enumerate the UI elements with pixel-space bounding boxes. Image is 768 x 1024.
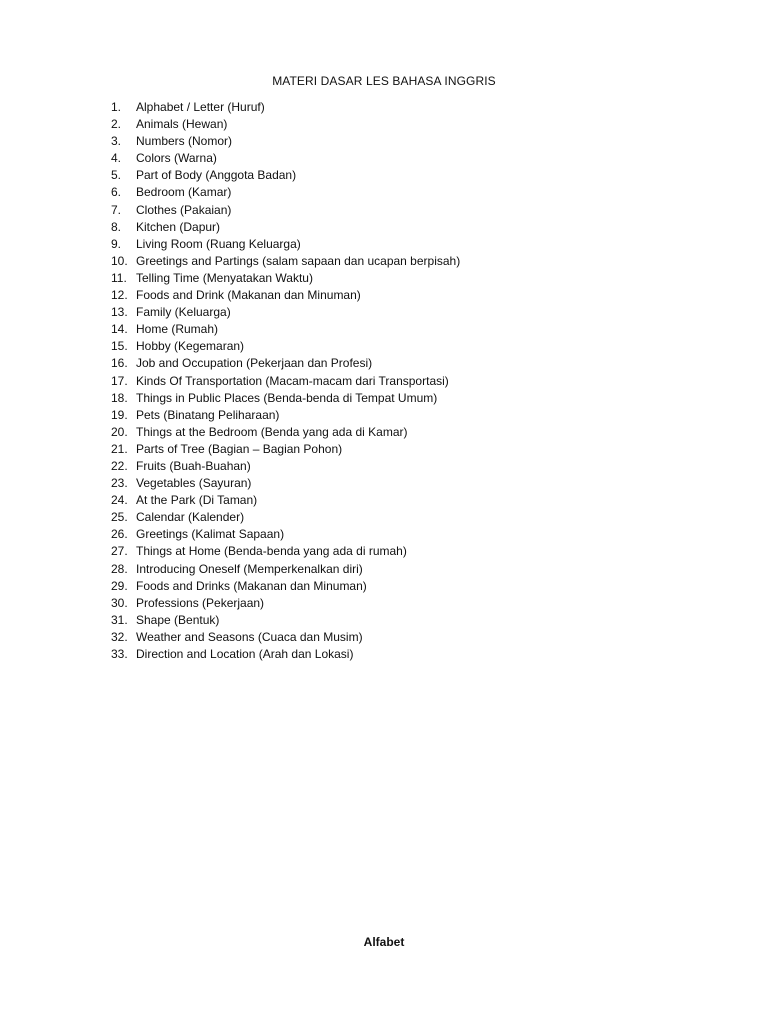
list-item-text: Kitchen (Dapur) xyxy=(136,219,221,234)
list-item xyxy=(111,390,460,407)
list-item-text: Numbers (Nomor) xyxy=(136,134,233,149)
list-item-number: 7. xyxy=(111,202,122,217)
list-item-number: 8. xyxy=(111,219,122,234)
list-item-number: 19. xyxy=(111,407,128,422)
list-item-number: 14. xyxy=(111,322,128,337)
list-item-number: 15. xyxy=(111,339,128,354)
list-item xyxy=(111,407,460,424)
list-item-text: Things at the Bedroom (Benda yang ada di Kamar) xyxy=(136,424,408,439)
list-item xyxy=(111,321,460,338)
list-item-text: Clothes (Pakaian) xyxy=(136,202,232,217)
list-item xyxy=(111,526,460,543)
list-item xyxy=(111,184,460,201)
list-item xyxy=(111,355,460,372)
list-item-number: 2. xyxy=(111,117,122,132)
list-item-text: Weather and Seasons (Cuaca dan Musim) xyxy=(136,629,363,644)
list-item xyxy=(111,219,460,236)
list-item-text: Introducing Oneself (Memperkenalkan diri) xyxy=(136,561,363,576)
list-item xyxy=(111,99,460,116)
list-item-number: 25. xyxy=(111,510,128,525)
list-item-number: 29. xyxy=(111,578,128,593)
list-item-number: 1. xyxy=(111,100,122,114)
list-item xyxy=(111,253,460,270)
list-item xyxy=(111,612,460,629)
list-item-text: Telling Time (Menyatakan Waktu) xyxy=(136,270,313,285)
list-item-number: 10. xyxy=(111,253,128,268)
list-item-text: Things in Public Places (Benda-benda di Tempat Umum) xyxy=(136,390,438,405)
list-item-number: 5. xyxy=(111,168,122,183)
list-item-number: 9. xyxy=(111,236,122,251)
list-item-text: Professions (Pekerjaan) xyxy=(136,595,265,610)
list-item-number: 24. xyxy=(111,493,128,508)
list-item-number: 23. xyxy=(111,476,128,491)
page-title: MATERI DASAR LES BAHASA INGGRIS xyxy=(272,74,496,88)
list-item xyxy=(111,236,460,253)
list-item xyxy=(111,150,460,167)
list-item-text: Part of Body (Anggota Badan) xyxy=(136,168,297,183)
list-item-number: 18. xyxy=(111,390,128,405)
list-item-text: Greetings and Partings (salam sapaan dan ucapan berpisah) xyxy=(136,253,461,268)
list-item-text: Alphabet / Letter (Huruf) xyxy=(136,100,265,114)
topic-list xyxy=(111,99,460,663)
list-item-text: Living Room (Ruang Keluarga) xyxy=(136,236,301,251)
list-item-text: Calendar (Kalender) xyxy=(136,510,245,525)
list-item-number: 13. xyxy=(111,305,128,320)
list-item-text: Fruits (Buah-Buahan) xyxy=(136,458,251,473)
list-item xyxy=(111,543,460,560)
list-item-number: 32. xyxy=(111,629,128,644)
list-item-number: 21. xyxy=(111,441,128,456)
list-item xyxy=(111,492,460,509)
list-item-text: Kinds Of Transportation (Macam-macam dari Transportasi) xyxy=(136,373,449,388)
list-item-number: 3. xyxy=(111,134,122,149)
list-item-text: Shape (Bentuk) xyxy=(136,612,220,627)
list-item-number: 22. xyxy=(111,458,128,473)
list-item-number: 31. xyxy=(111,612,128,627)
list-item-text: Family (Keluarga) xyxy=(136,305,231,320)
list-item-number: 6. xyxy=(111,185,122,200)
list-item xyxy=(111,561,460,578)
list-item xyxy=(111,509,460,526)
list-item xyxy=(111,475,460,492)
list-item-number: 16. xyxy=(111,356,128,371)
list-item-text: Home (Rumah) xyxy=(136,322,219,337)
list-item xyxy=(111,646,460,663)
list-item xyxy=(111,595,460,612)
list-item-number: 4. xyxy=(111,151,122,166)
list-item xyxy=(111,458,460,475)
list-item-text: Hobby (Kegemaran) xyxy=(136,339,245,354)
list-item-text: Greetings (Kalimat Sapaan) xyxy=(136,527,285,542)
list-item-text: Parts of Tree (Bagian – Bagian Pohon) xyxy=(136,441,343,456)
list-item xyxy=(111,373,460,390)
list-item-text: Colors (Warna) xyxy=(136,151,217,166)
list-item-text: Foods and Drink (Makanan dan Minuman) xyxy=(136,288,361,303)
list-item-number: 33. xyxy=(111,647,128,661)
list-item xyxy=(111,304,460,321)
list-item-number: 27. xyxy=(111,544,128,559)
list-item-text: Pets (Binatang Peliharaan) xyxy=(136,407,280,422)
list-item xyxy=(111,133,460,150)
list-item xyxy=(111,270,460,287)
list-item-number: 30. xyxy=(111,595,128,610)
list-item xyxy=(111,116,460,133)
list-item-number: 26. xyxy=(111,527,128,542)
list-item-text: Animals (Hewan) xyxy=(136,117,228,132)
list-item xyxy=(111,578,460,595)
list-item-text: Bedroom (Kamar) xyxy=(136,185,232,200)
section-heading-alfabet: Alfabet xyxy=(363,935,405,949)
list-item-text: Foods and Drinks (Makanan dan Minuman) xyxy=(136,578,367,593)
list-item-text: Direction and Location (Arah dan Lokasi) xyxy=(136,647,354,661)
list-item-text: At the Park (Di Taman) xyxy=(136,493,258,508)
list-item xyxy=(111,167,460,184)
list-item xyxy=(111,202,460,219)
list-item-text: Things at Home (Benda-benda yang ada di rumah) xyxy=(136,544,407,559)
list-item-number: 17. xyxy=(111,373,128,388)
list-item-number: 28. xyxy=(111,561,128,576)
list-item-number: 11. xyxy=(111,270,127,285)
list-item-text: Job and Occupation (Pekerjaan dan Profesi) xyxy=(136,356,373,371)
list-item xyxy=(111,629,460,646)
list-item-text: Vegetables (Sayuran) xyxy=(136,476,252,491)
list-item xyxy=(111,338,460,355)
list-item-number: 12. xyxy=(111,288,128,303)
list-item xyxy=(111,441,460,458)
list-item xyxy=(111,287,460,304)
list-item xyxy=(111,424,460,441)
list-item-number: 20. xyxy=(111,424,128,439)
